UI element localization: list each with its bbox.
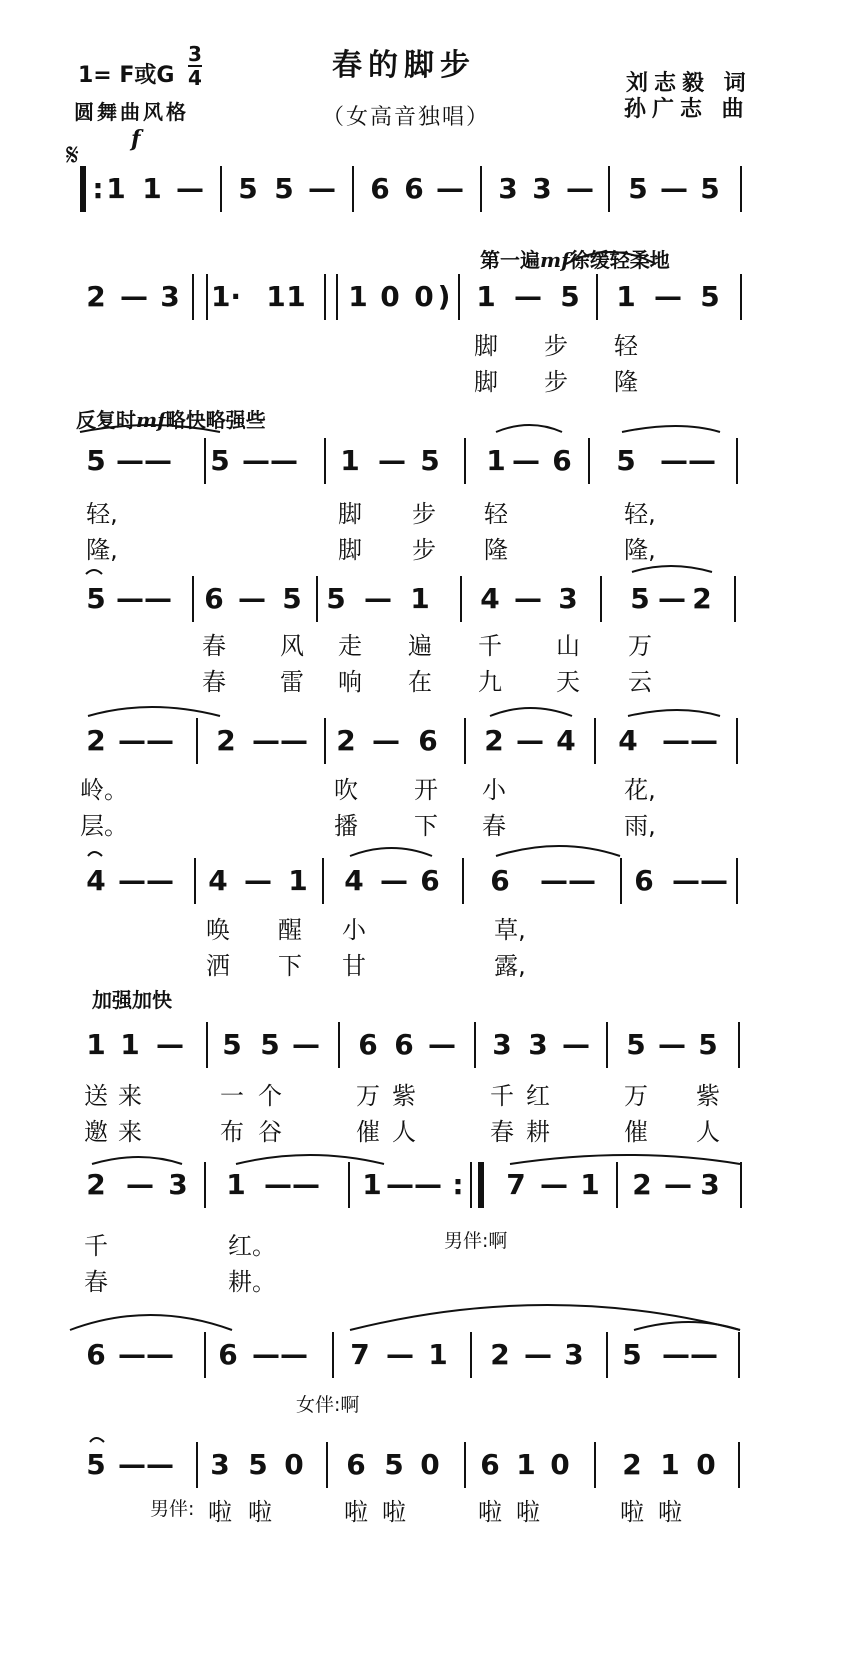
note: 0 — [284, 1448, 304, 1481]
note: 1 — [616, 280, 636, 313]
note: — — [658, 1028, 686, 1061]
note: 6 — [218, 1338, 238, 1371]
note: 2 — [484, 724, 504, 757]
note: — — [664, 1168, 692, 1201]
note: — — [238, 582, 266, 615]
note: 5 — [420, 444, 440, 477]
note: —— — [660, 444, 716, 477]
note: 0 — [550, 1448, 570, 1481]
note: 1 — [348, 280, 368, 313]
slur — [496, 425, 562, 432]
note: 5 — [248, 1448, 268, 1481]
note: — — [512, 444, 540, 477]
note: 1 — [288, 864, 308, 897]
note: — — [524, 1338, 552, 1371]
slur — [350, 848, 432, 856]
male-ah-label: 男伴:啊 — [444, 1230, 508, 1252]
note: — — [428, 1028, 456, 1061]
note: — — [378, 444, 406, 477]
note: 3 — [168, 1168, 188, 1201]
note: — — [176, 172, 204, 205]
note: — — [386, 1338, 414, 1371]
note: 1 — [486, 444, 506, 477]
note: 6 — [552, 444, 572, 477]
note: 1 — [120, 1028, 140, 1061]
note: 1 — [428, 1338, 448, 1371]
slur — [622, 426, 720, 432]
note: —— — [252, 1338, 308, 1371]
note: —— — [252, 724, 308, 757]
note: 3 — [498, 172, 518, 205]
note: 6 — [204, 582, 224, 615]
note: 3 — [210, 1448, 230, 1481]
note: —— — [540, 864, 596, 897]
note: 3 — [564, 1338, 584, 1371]
note: 6 — [480, 1448, 500, 1481]
dynamic-f: f — [131, 126, 141, 152]
note: 5 — [86, 582, 106, 615]
note: 5 — [384, 1448, 404, 1481]
note: — — [380, 864, 408, 897]
slur — [510, 1155, 740, 1164]
note: 5 — [560, 280, 580, 313]
note: 3 — [160, 280, 180, 313]
note: 5 — [616, 444, 636, 477]
note: 1 — [86, 1028, 106, 1061]
note: 1 — [226, 1168, 246, 1201]
note: — — [654, 280, 682, 313]
note: — — [126, 1168, 154, 1201]
lyricist: 刘志毅 词 — [626, 71, 752, 96]
tie — [70, 1315, 232, 1330]
lyric-line: 邀 来 布 谷 催 人 春 耕 催 人 — [84, 1118, 720, 1146]
note: 1 — [142, 172, 162, 205]
note: — — [660, 172, 688, 205]
note: 6 — [358, 1028, 378, 1061]
note: —— — [672, 864, 728, 897]
slur — [236, 1155, 384, 1164]
note: 6 — [370, 172, 390, 205]
note: 4 — [208, 864, 228, 897]
note: 3 — [558, 582, 578, 615]
note: 3 — [528, 1028, 548, 1061]
note: 5 — [626, 1028, 646, 1061]
slur — [80, 425, 220, 432]
note: 5 — [700, 280, 720, 313]
lyric-line: 唤 醒 小 草, — [206, 916, 526, 944]
note: 0 — [414, 280, 434, 313]
note: 1 — [106, 172, 126, 205]
note: 4 — [556, 724, 576, 757]
style-label: 圆舞曲风格 — [74, 100, 189, 124]
note: 1· — [210, 280, 242, 313]
note: —— — [264, 1168, 320, 1201]
female-ah-label: 女伴:啊 — [296, 1394, 360, 1416]
lyric-line: 隆, 脚 步 隆 隆, — [86, 536, 656, 564]
note: 6 — [346, 1448, 366, 1481]
key-signature: 1= F或G — [78, 63, 175, 88]
note: 4 — [86, 864, 106, 897]
note: 2 — [632, 1168, 652, 1201]
subtitle: （女高音独唱） — [322, 105, 491, 130]
note: 6 — [404, 172, 424, 205]
note: 5 — [86, 444, 106, 477]
note: 0 — [420, 1448, 440, 1481]
slur — [566, 252, 656, 264]
note: 4 — [344, 864, 364, 897]
note: 5 — [282, 582, 302, 615]
note: —— — [118, 864, 174, 897]
note: 5 — [622, 1338, 642, 1371]
note: 4 — [618, 724, 638, 757]
time-signature: 3 4 — [188, 42, 202, 90]
note: 5 — [700, 172, 720, 205]
note: 6 — [634, 864, 654, 897]
slur — [628, 710, 720, 716]
note: 1 — [476, 280, 496, 313]
note: — — [516, 724, 544, 757]
note: 0 — [696, 1448, 716, 1481]
note: —— — [662, 724, 718, 757]
accel-direction: 加强加快 — [92, 988, 172, 1012]
note: 3 — [492, 1028, 512, 1061]
note: 2 — [336, 724, 356, 757]
note: 3 — [532, 172, 552, 205]
lyric-line: 岭。 吹 开 小 花, — [80, 776, 656, 804]
note: 5 — [238, 172, 258, 205]
note: 1 — [362, 1168, 382, 1201]
lyric-line: 春 耕。 — [84, 1268, 276, 1296]
tie — [90, 1438, 104, 1442]
note: —— — [386, 1168, 442, 1201]
note: 1 — [266, 280, 286, 313]
note: — — [244, 864, 272, 897]
note: 5 — [274, 172, 294, 205]
slur — [490, 708, 572, 716]
note: 2 — [490, 1338, 510, 1371]
note: — — [436, 172, 464, 205]
note: 5 — [630, 582, 650, 615]
note: 5 — [698, 1028, 718, 1061]
note: 2 — [86, 724, 106, 757]
note: 7 — [350, 1338, 370, 1371]
note: — — [120, 280, 148, 313]
note: — — [540, 1168, 568, 1201]
segno-icon: 𝄋 — [66, 138, 79, 173]
note: 2 — [86, 1168, 106, 1201]
note: —— — [118, 724, 174, 757]
note: 2 — [692, 582, 712, 615]
note: — — [372, 724, 400, 757]
note: 6 — [86, 1338, 106, 1371]
note: 5 — [222, 1028, 242, 1061]
note: 5 — [326, 582, 346, 615]
lyric-line: 洒 下 甘 露, — [206, 952, 526, 980]
note: 1 — [410, 582, 430, 615]
note: — — [566, 172, 594, 205]
note: — — [562, 1028, 590, 1061]
lyric-line: 送 来 一 个 万 紫 千 红 万 紫 — [84, 1082, 720, 1110]
note: 1 — [660, 1448, 680, 1481]
note: 6 — [394, 1028, 414, 1061]
note: 1 — [286, 280, 306, 313]
note: 2 — [216, 724, 236, 757]
male-la-label: 男伴: — [150, 1498, 195, 1520]
note: : — [92, 172, 104, 205]
lyric-line: 脚 步 隆 — [474, 368, 638, 396]
note: — — [514, 280, 542, 313]
tie — [88, 852, 102, 856]
note: : — [452, 1168, 464, 1201]
slur — [92, 1157, 182, 1164]
note: —— — [116, 444, 172, 477]
note: — — [156, 1028, 184, 1061]
lyric-line: 脚 步 轻 — [474, 332, 638, 360]
lyric-line: 层。 播 下 春 雨, — [80, 812, 656, 840]
note: 1 — [340, 444, 360, 477]
slur — [350, 1305, 740, 1330]
slur — [88, 707, 220, 716]
first-time-direction: 第一遍mf徐缓轻柔地 — [480, 248, 670, 272]
note: 6 — [418, 724, 438, 757]
note: 2 — [86, 280, 106, 313]
slur — [496, 846, 620, 856]
lyric-line: 啦 啦 啦 啦 啦 啦 啦 啦 — [208, 1498, 682, 1526]
tie — [86, 570, 102, 574]
note: —— — [116, 582, 172, 615]
note: —— — [662, 1338, 718, 1371]
note: —— — [118, 1338, 174, 1371]
slur — [634, 1322, 740, 1330]
note: — — [658, 582, 686, 615]
slur — [632, 566, 712, 572]
lyric-line: 千 红。 — [84, 1232, 276, 1260]
note: 3 — [700, 1168, 720, 1201]
note: ) — [437, 280, 451, 313]
note: 7 — [506, 1168, 526, 1201]
note: — — [308, 172, 336, 205]
note: —— — [242, 444, 298, 477]
repeat-direction: 反复时mf略快略强些 — [76, 408, 266, 432]
lyric-line: 轻, 脚 步 轻 轻, — [86, 500, 656, 528]
note: — — [514, 582, 542, 615]
composer: 孙广志 曲 — [624, 97, 750, 122]
note: — — [364, 582, 392, 615]
note: 4 — [480, 582, 500, 615]
note: 6 — [420, 864, 440, 897]
lyric-line: 春 风 走 遍 千 山 万 — [202, 632, 652, 660]
note: 5 — [260, 1028, 280, 1061]
note: 5 — [210, 444, 230, 477]
note: — — [292, 1028, 320, 1061]
note: 6 — [490, 864, 510, 897]
note: 1 — [516, 1448, 536, 1481]
note: 5 — [628, 172, 648, 205]
note: 0 — [380, 280, 400, 313]
note: —— — [118, 1448, 174, 1481]
note: 2 — [622, 1448, 642, 1481]
page-title: 春的脚步 — [332, 48, 476, 83]
lyric-line: 春 雷 响 在 九 天 云 — [202, 668, 652, 696]
note: 5 — [86, 1448, 106, 1481]
note: 1 — [580, 1168, 600, 1201]
